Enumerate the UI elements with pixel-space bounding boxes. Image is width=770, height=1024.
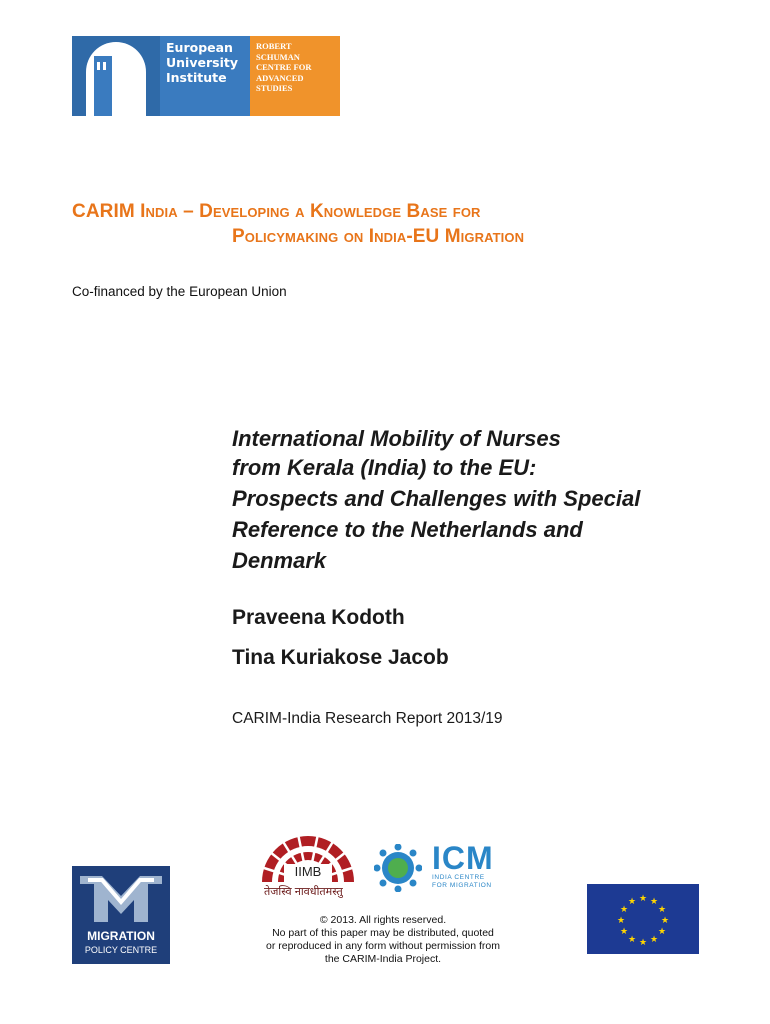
svg-text:★: ★	[649, 935, 659, 945]
rights-notice	[238, 914, 528, 966]
eu-stars-icon	[587, 884, 699, 954]
rights-line: © 2013. All rights reserved.	[319, 914, 447, 926]
paper-title-line: Prospects and Challenges with Special	[232, 486, 641, 511]
icm-globe-icon	[374, 844, 422, 892]
series-title-line2	[232, 226, 524, 248]
mpc-m-icon	[72, 866, 170, 926]
mpc-label-1: MIGRATION	[87, 929, 155, 943]
eui-name-block	[160, 36, 250, 116]
iimb-motto: तेजस्वि नावधीतमस्तु	[264, 886, 343, 898]
eui-arch-icon	[72, 36, 160, 116]
series-title-part: Migration	[444, 226, 525, 247]
icm-label: ICM	[432, 840, 494, 876]
svg-text:★: ★	[619, 927, 629, 937]
rsc-line: SCHUMAN	[256, 51, 300, 62]
paper-title-line: Denmark	[232, 548, 327, 573]
series-title-part: India	[368, 226, 407, 247]
series-title-part: Base for	[406, 201, 481, 222]
eu-flag	[587, 884, 699, 954]
rsc-line: CENTRE FOR	[256, 62, 312, 72]
series-title-part: –	[177, 201, 200, 222]
series-title-part: CARIM	[72, 201, 141, 222]
author-name: Tina Kuriakose Jacob	[232, 646, 449, 669]
series-title-part: Policymaking on	[232, 226, 369, 247]
series-title-part: India	[140, 201, 178, 222]
icm-subtitle-line: FOR MIGRATION	[432, 882, 492, 889]
svg-text:★: ★	[657, 905, 667, 915]
svg-text:★: ★	[627, 897, 637, 907]
series-title-part: Developing a	[199, 201, 310, 222]
icm-emblem	[374, 844, 422, 892]
series-title-line1	[72, 201, 481, 223]
svg-text:★: ★	[627, 935, 637, 945]
rsc-line: ROBERT	[256, 41, 292, 51]
icm-subtitle-line: INDIA CENTRE	[432, 874, 485, 881]
rights-line: the CARIM-India Project.	[324, 953, 442, 965]
mpc-logo	[72, 866, 170, 964]
iimb-logo	[258, 828, 358, 884]
svg-text:★: ★	[616, 916, 626, 926]
iimb-label: IIMB	[294, 864, 322, 879]
rsc-block	[250, 36, 340, 116]
svg-text:★: ★	[638, 938, 648, 948]
paper-title-line: from Kerala (India) to the EU:	[232, 455, 537, 480]
eui-logo-emblem	[72, 36, 160, 116]
paper-title-line: International Mobility of Nurses	[232, 426, 561, 451]
series-title-part: Knowledge	[309, 201, 407, 222]
rsc-line: ADVANCED	[256, 72, 304, 83]
author-name: Praveena Kodoth	[232, 606, 405, 629]
svg-text:★: ★	[649, 897, 659, 907]
svg-text:★: ★	[660, 916, 670, 926]
svg-text:★: ★	[657, 927, 667, 937]
eui-name-line: European	[166, 40, 233, 55]
paper-title-line: Reference to the Netherlands and	[232, 517, 583, 542]
mpc-label-2: POLICY CENTRE	[84, 945, 158, 955]
cofinanced-note: Co-financed by the European Union	[72, 284, 287, 299]
series-title-part: -EU	[406, 226, 445, 247]
eui-name-line: Institute	[166, 70, 227, 85]
rsc-line: STUDIES	[256, 83, 293, 93]
report-number: CARIM-India Research Report 2013/19	[232, 710, 503, 727]
svg-text:★: ★	[619, 905, 629, 915]
rights-line: or reproduced in any form without permission from	[265, 940, 500, 952]
icm-subtitle	[432, 874, 492, 890]
eui-name-line: University	[166, 55, 238, 70]
svg-text:★: ★	[638, 894, 648, 904]
rights-line: No part of this paper may be distributed, quoted	[272, 927, 494, 939]
